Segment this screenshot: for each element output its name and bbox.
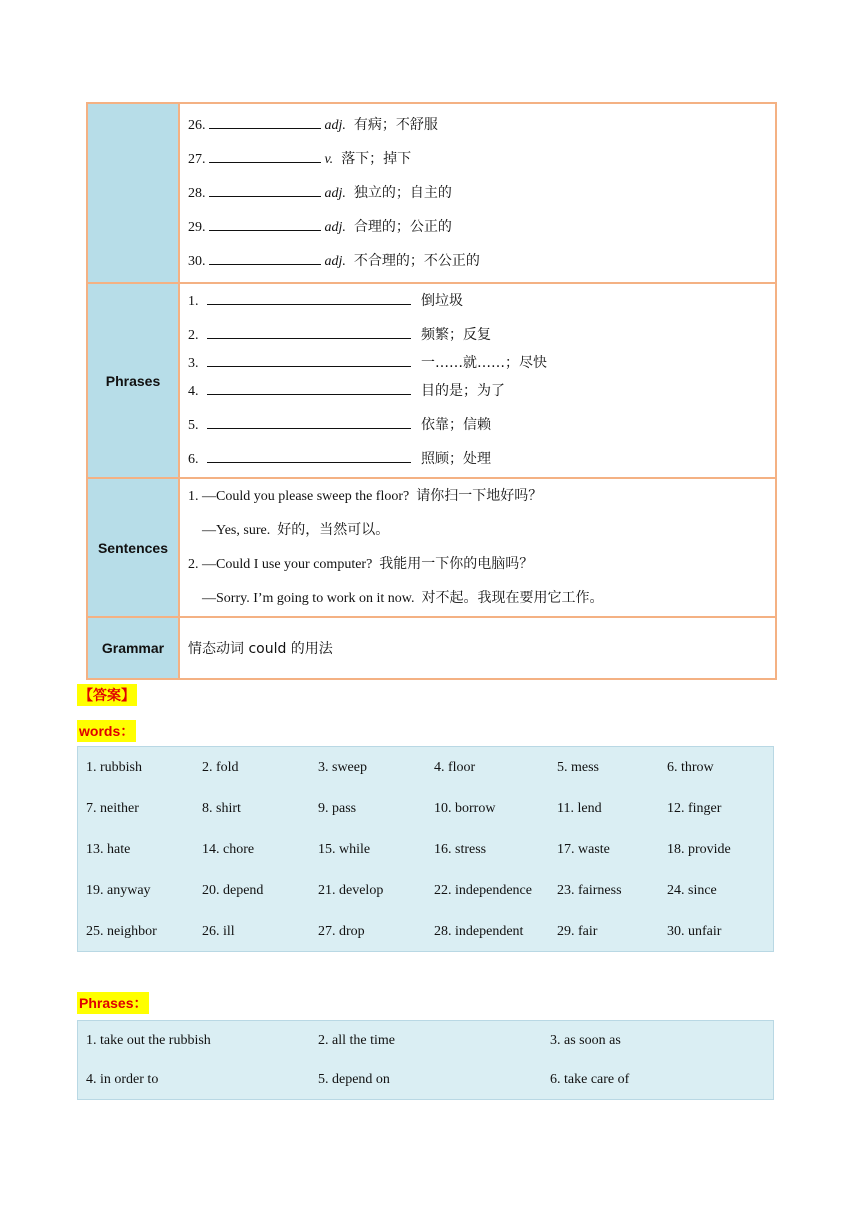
phrase-number: 4. <box>188 384 199 399</box>
answer-blank[interactable] <box>209 184 321 197</box>
phrase-meaning: 频繁；反复 <box>421 327 491 343</box>
answer-blank[interactable] <box>209 252 321 265</box>
words-content <box>180 104 775 282</box>
sentences-row <box>88 479 775 618</box>
part-of-speech: adj. <box>324 220 346 235</box>
answer-blank[interactable] <box>207 450 411 463</box>
answer-row <box>78 829 773 870</box>
word-answer: 14. chore <box>202 841 255 857</box>
grammar-label: Grammar <box>88 618 180 678</box>
answer-row <box>78 788 773 829</box>
part-of-speech: v. <box>324 152 334 167</box>
word-answer: 23. fairness <box>557 882 622 898</box>
word-answer: 12. finger <box>667 800 722 816</box>
word-number: 26. <box>188 118 206 133</box>
phrase-item <box>188 352 775 380</box>
phrase-item <box>188 324 775 352</box>
words-answer-box <box>77 746 774 952</box>
word-answer: 24. since <box>667 882 717 898</box>
sentence-line: 2. —Could I use your computer? 我能用一下你的电脑吗？ <box>188 557 534 572</box>
answer-blank[interactable] <box>207 382 411 395</box>
word-number: 28. <box>188 186 206 201</box>
answer-row <box>78 1060 773 1099</box>
word-answer: 21. develop <box>318 882 384 898</box>
phrase-item <box>188 290 775 324</box>
word-number: 29. <box>188 220 206 235</box>
grammar-text: 情态动词 could 的用法 <box>188 641 333 657</box>
sentences-content <box>180 479 775 616</box>
phrase-item <box>188 448 775 478</box>
word-answer: 9. pass <box>318 800 357 816</box>
word-answer: 19. anyway <box>86 882 151 898</box>
word-meaning: 落下；掉下 <box>341 151 412 167</box>
phrase-item <box>188 414 775 448</box>
word-item <box>188 114 775 148</box>
phrase-number: 6. <box>188 452 199 467</box>
word-answer: 10. borrow <box>434 800 496 816</box>
worksheet-table <box>86 102 777 680</box>
word-answer: 27. drop <box>318 923 365 939</box>
phrases-label: Phrases <box>88 284 180 477</box>
sentences-label: Sentences <box>88 479 180 616</box>
word-answer: 18. provide <box>667 841 731 857</box>
phrase-meaning: 一……就……；尽快 <box>421 355 547 371</box>
sentence-line: —Yes, sure. 好的，当然可以。 <box>188 523 390 538</box>
phrase-meaning: 倒垃圾 <box>421 293 463 309</box>
sentence-line: 1. —Could you please sweep the floor? 请你扫一下地好吗？ <box>188 489 543 504</box>
word-meaning: 有病；不舒服 <box>353 117 438 133</box>
answer-heading: 【答案】 <box>77 684 137 706</box>
answer-row <box>78 747 773 788</box>
answer-blank[interactable] <box>209 218 321 231</box>
word-answer: 1. rubbish <box>86 759 142 775</box>
phrase-answer: 2. all the time <box>318 1032 395 1048</box>
word-item <box>188 216 775 250</box>
word-answer: 20. depend <box>202 882 264 898</box>
words-answer-grid <box>78 747 773 952</box>
phrase-number: 3. <box>188 356 199 371</box>
word-answer: 7. neither <box>86 800 139 816</box>
grammar-row <box>88 618 775 678</box>
word-meaning: 合理的；公正的 <box>353 219 452 235</box>
word-answer: 29. fair <box>557 923 598 939</box>
phrase-number: 1. <box>188 294 199 309</box>
word-answer: 4. floor <box>434 759 476 775</box>
words-row <box>88 104 775 284</box>
phrase-answer: 6. take care of <box>550 1071 630 1087</box>
answer-blank[interactable] <box>209 150 321 163</box>
sentence-line: —Sorry. I’m going to work on it now. 对不起。我现在要用它工作。 <box>188 591 604 606</box>
word-answer: 17. waste <box>557 841 610 857</box>
word-number: 30. <box>188 254 206 269</box>
word-answer: 2. fold <box>202 759 239 775</box>
word-answer: 13. hate <box>86 841 131 857</box>
phrase-number: 5. <box>188 418 199 433</box>
word-answer: 30. unfair <box>667 923 722 939</box>
word-item <box>188 182 775 216</box>
word-answer: 5. mess <box>557 759 599 775</box>
phrase-answer: 1. take out the rubbish <box>86 1032 211 1048</box>
phrases-answer-grid <box>78 1021 773 1099</box>
phrase-answer: 4. in order to <box>86 1071 159 1087</box>
word-answer: 8. shirt <box>202 800 241 816</box>
answer-blank[interactable] <box>207 292 411 305</box>
phrase-number: 2. <box>188 328 199 343</box>
word-item <box>188 148 775 182</box>
word-answer: 15. while <box>318 841 371 857</box>
word-answer: 22. independence <box>434 882 532 898</box>
phrase-meaning: 依靠；信赖 <box>421 417 491 433</box>
phrase-item <box>188 380 775 414</box>
word-answer: 3. sweep <box>318 759 367 775</box>
answer-blank[interactable] <box>207 416 411 429</box>
answer-blank[interactable] <box>207 326 411 339</box>
phrase-meaning: 照顾；处理 <box>421 451 491 467</box>
words-label-cell <box>88 104 180 282</box>
phrases-content <box>180 284 775 477</box>
word-meaning: 不合理的；不公正的 <box>353 253 480 269</box>
phrases-answer-box <box>77 1020 774 1100</box>
word-answer: 6. throw <box>667 759 714 775</box>
answer-row <box>78 870 773 911</box>
answer-blank[interactable] <box>209 116 321 129</box>
word-answer: 25. neighbor <box>86 923 157 939</box>
word-answer: 28. independent <box>434 923 524 939</box>
word-meaning: 独立的；自主的 <box>353 185 452 201</box>
words-answer-heading: words： <box>77 720 136 742</box>
phrase-answer: 5. depend on <box>318 1071 390 1087</box>
word-number: 27. <box>188 152 206 167</box>
word-item <box>188 250 775 284</box>
phrase-answer: 3. as soon as <box>550 1032 621 1048</box>
word-answer: 11. lend <box>557 800 602 816</box>
phrase-meaning: 目的是；为了 <box>421 383 505 399</box>
phrases-row <box>88 284 775 479</box>
phrases-answer-heading: Phrases： <box>77 992 149 1014</box>
grammar-content <box>180 618 775 678</box>
part-of-speech: adj. <box>324 254 346 269</box>
answer-row <box>78 911 773 952</box>
word-answer: 26. ill <box>202 923 235 939</box>
part-of-speech: adj. <box>324 186 346 201</box>
word-answer: 16. stress <box>434 841 487 857</box>
answer-blank[interactable] <box>207 354 411 367</box>
answer-row <box>78 1021 773 1060</box>
part-of-speech: adj. <box>324 118 346 133</box>
